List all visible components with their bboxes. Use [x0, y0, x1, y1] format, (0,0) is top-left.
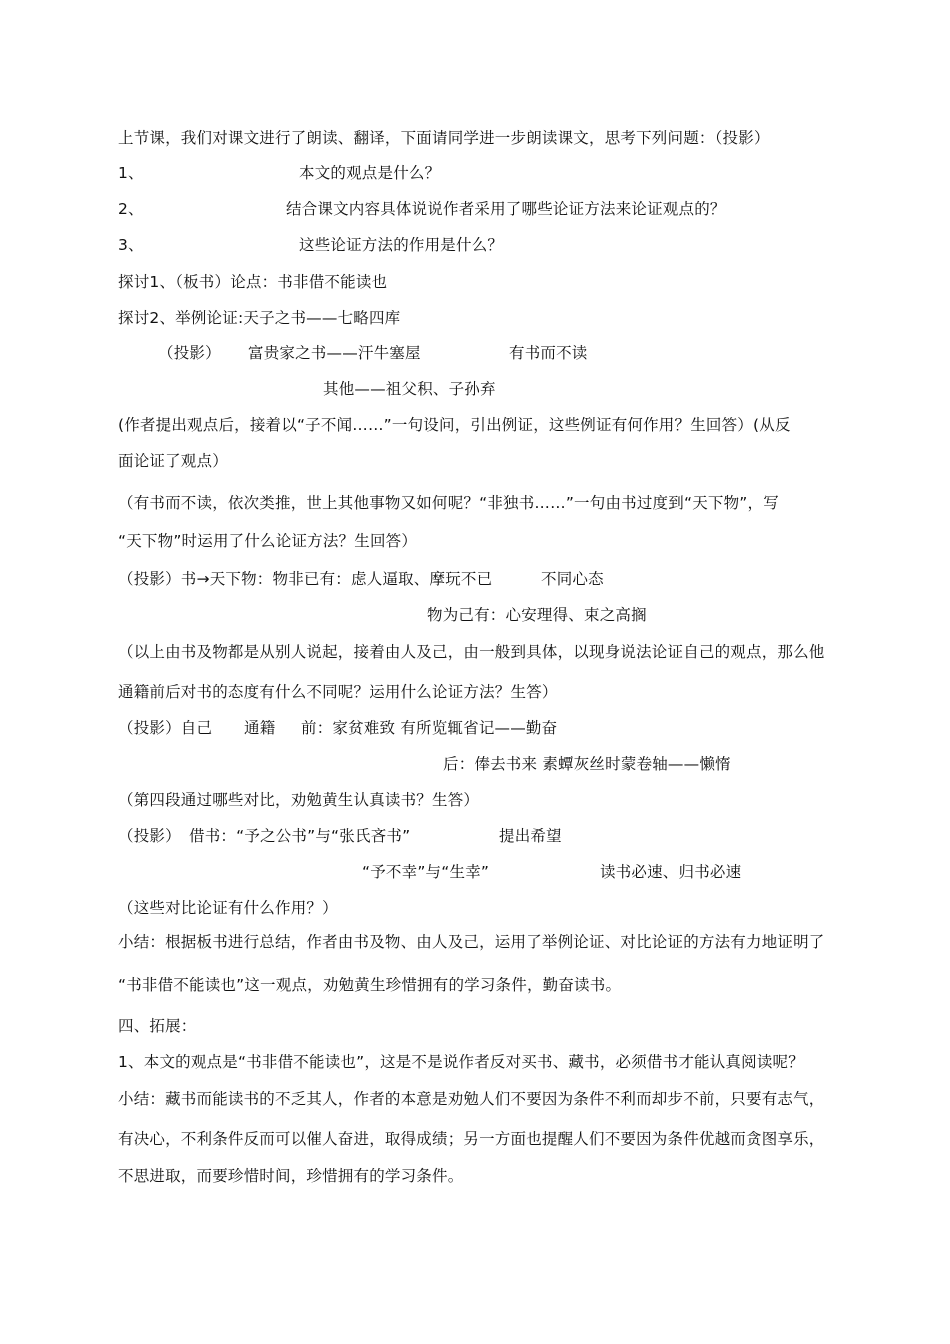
question-text: 本文的观点是什么？ [299, 164, 441, 182]
projection-line: 前：家贫难致 有所览辄省记——勤奋 [301, 719, 558, 737]
intro-text: 上节课，我们对课文进行了朗读、翻译，下面请同学进一步朗读课文，思考下列问题：（投影） [118, 129, 770, 147]
extension-summary: 小结：藏书而能读书的不乏其人，作者的本意是劝勉人们不要因为条件不利而却步不前，只要有志气， [118, 1090, 825, 1108]
projection-line: 物为己有：心安理得、束之高搁 [427, 606, 647, 624]
projection-tag: （投影）自己 [118, 719, 213, 737]
paragraph: 通籍前后对书的态度有什么不同呢？运用什么论证方法？生答） [118, 683, 558, 701]
projection-tag: （投影） [118, 827, 181, 845]
projection-conclusion: 提出希望 [499, 827, 562, 845]
discussion-1: 探讨1、（板书）论点：书非借不能读也 [118, 273, 388, 291]
discussion-2: 探讨2、举例论证:天子之书——七略四库 [118, 309, 401, 327]
projection-line: （投影）书→天下物：物非已有：虑人逼取、摩玩不已 [118, 570, 493, 588]
paragraph: （这些对比论证有什么作用？） [118, 899, 338, 917]
projection-line: 后：俸去书来 素蟫灰丝时蒙卷轴——懒惰 [443, 755, 731, 773]
question-text: 这些论证方法的作用是什么？ [299, 236, 504, 254]
projection-tag: （投影） [158, 344, 221, 362]
projection-example: 富贵家之书——汗牛塞屋 [248, 344, 421, 362]
summary: “书非借不能读也”这一观点，劝勉黄生珍惜拥有的学习条件，勤奋读书。 [118, 976, 622, 994]
projection-line: “予不幸”与“生幸” [362, 863, 490, 881]
extension-summary: 不思进取，而要珍惜时间，珍惜拥有的学习条件。 [118, 1167, 464, 1185]
projection-line: 借书：“予之公书”与“张氏吝书” [189, 827, 411, 845]
projection-example: 其他——祖父积、子孙弃 [323, 380, 496, 398]
summary: 小结：根据板书进行总结，作者由书及物、由人及己，运用了举例论证、对比论证的方法有力地证明了 [118, 933, 825, 951]
question-text: 结合课文内容具体说说作者采用了哪些论证方法来论证观点的？ [286, 200, 726, 218]
projection-conclusion: 读书必速、归书必速 [600, 863, 742, 881]
section-heading: 四、拓展： [118, 1017, 197, 1035]
question-number: 3、 [118, 236, 144, 254]
paragraph: （以上由书及物都是从别人说起，接着由人及己，由一般到具体，以现身说法论证自己的观点，那么他 [118, 643, 825, 661]
paragraph: （第四段通过哪些对比，劝勉黄生认真读书？生答） [118, 791, 480, 809]
extension-question: 1、本文的观点是“书非借不能读也”，这是不是说作者反对买书、藏书，必须借书才能认真阅读呢？ [118, 1053, 804, 1071]
projection-conclusion: 不同心态 [541, 570, 604, 588]
question-number: 2、 [118, 200, 144, 218]
extension-summary: 有决心，不利条件反而可以催人奋进，取得成绩；另一方面也提醒人们不要因为条件优越而贪图享乐， [118, 1130, 825, 1148]
projection-label: 通籍 [244, 719, 276, 737]
paragraph: （有书而不读，依次类推，世上其他事物又如何呢？“非独书……”一句由书过度到“天下物”，写 [118, 494, 779, 512]
paragraph: “天下物”时运用了什么论证方法？生回答） [118, 532, 418, 550]
projection-conclusion: 有书而不读 [509, 344, 588, 362]
paragraph: (作者提出观点后，接着以“子不闻……”一句设问，引出例证，这些例证有何作用？生回答）(从反 [118, 416, 791, 434]
question-number: 1、 [118, 164, 144, 182]
paragraph: 面论证了观点） [118, 452, 228, 470]
